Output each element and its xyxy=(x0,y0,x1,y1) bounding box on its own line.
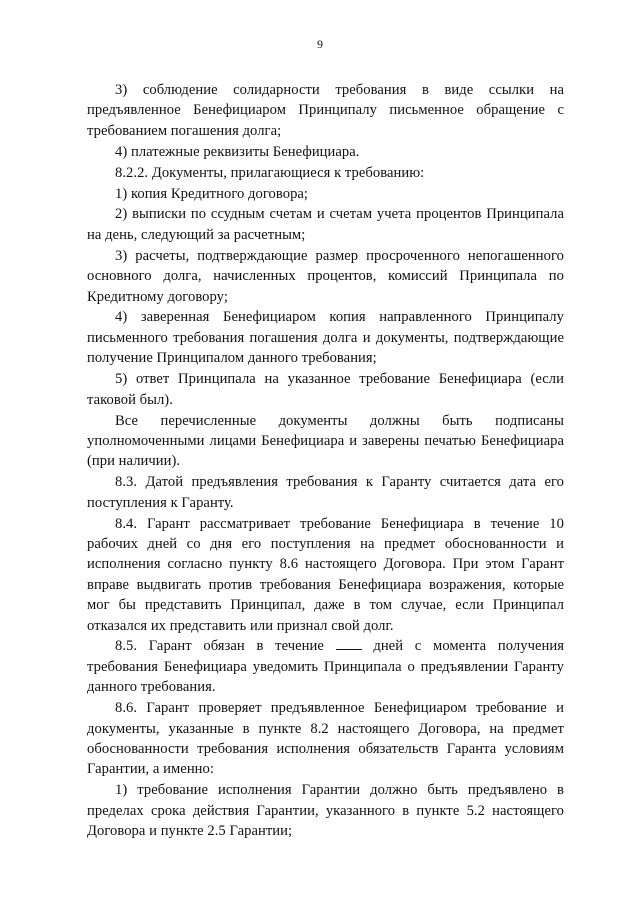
paragraph: 8.4. Гарант рассматривает требование Бенефициара в течение 10 рабочих дней со дня его поступления на предмет обоснованности и исполнения согласно пункту 8.6 настоящего Договора. При этом Гарант вправе выдвигать против требования Бенефициара возражения, которые мог бы представить Принципал, даже в том случае, если Принципал отказался их представить или признал свой долг. xyxy=(87,515,564,634)
paragraph: 2) выписки по ссудным счетам и счетам учета процентов Принципала на день, следующий за расчетным; xyxy=(87,206,564,243)
paragraph: 4) заверенная Бенефициаром копия направленного Принципалу письменного требования погашения долга и документы, подтверждающие получение Принципалом данного требования; xyxy=(87,309,564,367)
paragraph: 1) требование исполнения Гарантии должно быть предъявлено в пределах срока действия Гарантии, указанного в пункте 5.2 настоящего Договора и пункте 2.5 Гарантии; xyxy=(87,782,564,840)
paragraph: 8.3. Датой предъявления требования к Гаранту считается дата его поступления к Гаранту. xyxy=(87,474,564,511)
paragraph: 5) ответ Принципала на указанное требование Бенефициара (если таковой был). xyxy=(87,371,564,408)
paragraph-8-5-end: дней с момента получения требования Бенефициара уведомить Принципала о предъявлении Гаранту данного требования. xyxy=(87,638,565,696)
paragraph-8-5-start: 8.5. Гарант обязан в течение xyxy=(115,638,336,655)
paragraph: 3) соблюдение солидарности требования в виде ссылки на предъявленное Бенефициаром Принципалу письменное обращение с требованием погашения долга; xyxy=(87,82,564,139)
paragraph: 8.6. Гарант проверяет предъявленное Бенефициаром требование и документы, указанные в пункте 8.2 настоящего Договора, на предмет обоснованности требования исполнения обязательств Гаранта условиям Гарантии, а именно: xyxy=(87,700,564,778)
paragraph: 8.2.2. Документы, прилагающиеся к требованию: xyxy=(115,164,425,181)
paragraph: Все перечисленные документы должны быть подписаны уполномоченными лицами Бенефициара и заверены печатью Бенефициара (при наличии). xyxy=(87,412,564,470)
paragraph: 1) копия Кредитного договора; xyxy=(115,185,309,202)
document-body xyxy=(87,80,564,842)
paragraph-8-5 xyxy=(87,636,564,697)
paragraph: 4) платежные реквизиты Бенефициара. xyxy=(115,143,360,160)
blank-days-field xyxy=(336,638,362,650)
page-number: 9 xyxy=(317,37,323,51)
paragraph: 3) расчеты, подтверждающие размер просроченного непогашенного основного долга, начисленных процентов, комиссий Принципала по Кредитному договору; xyxy=(87,247,564,305)
